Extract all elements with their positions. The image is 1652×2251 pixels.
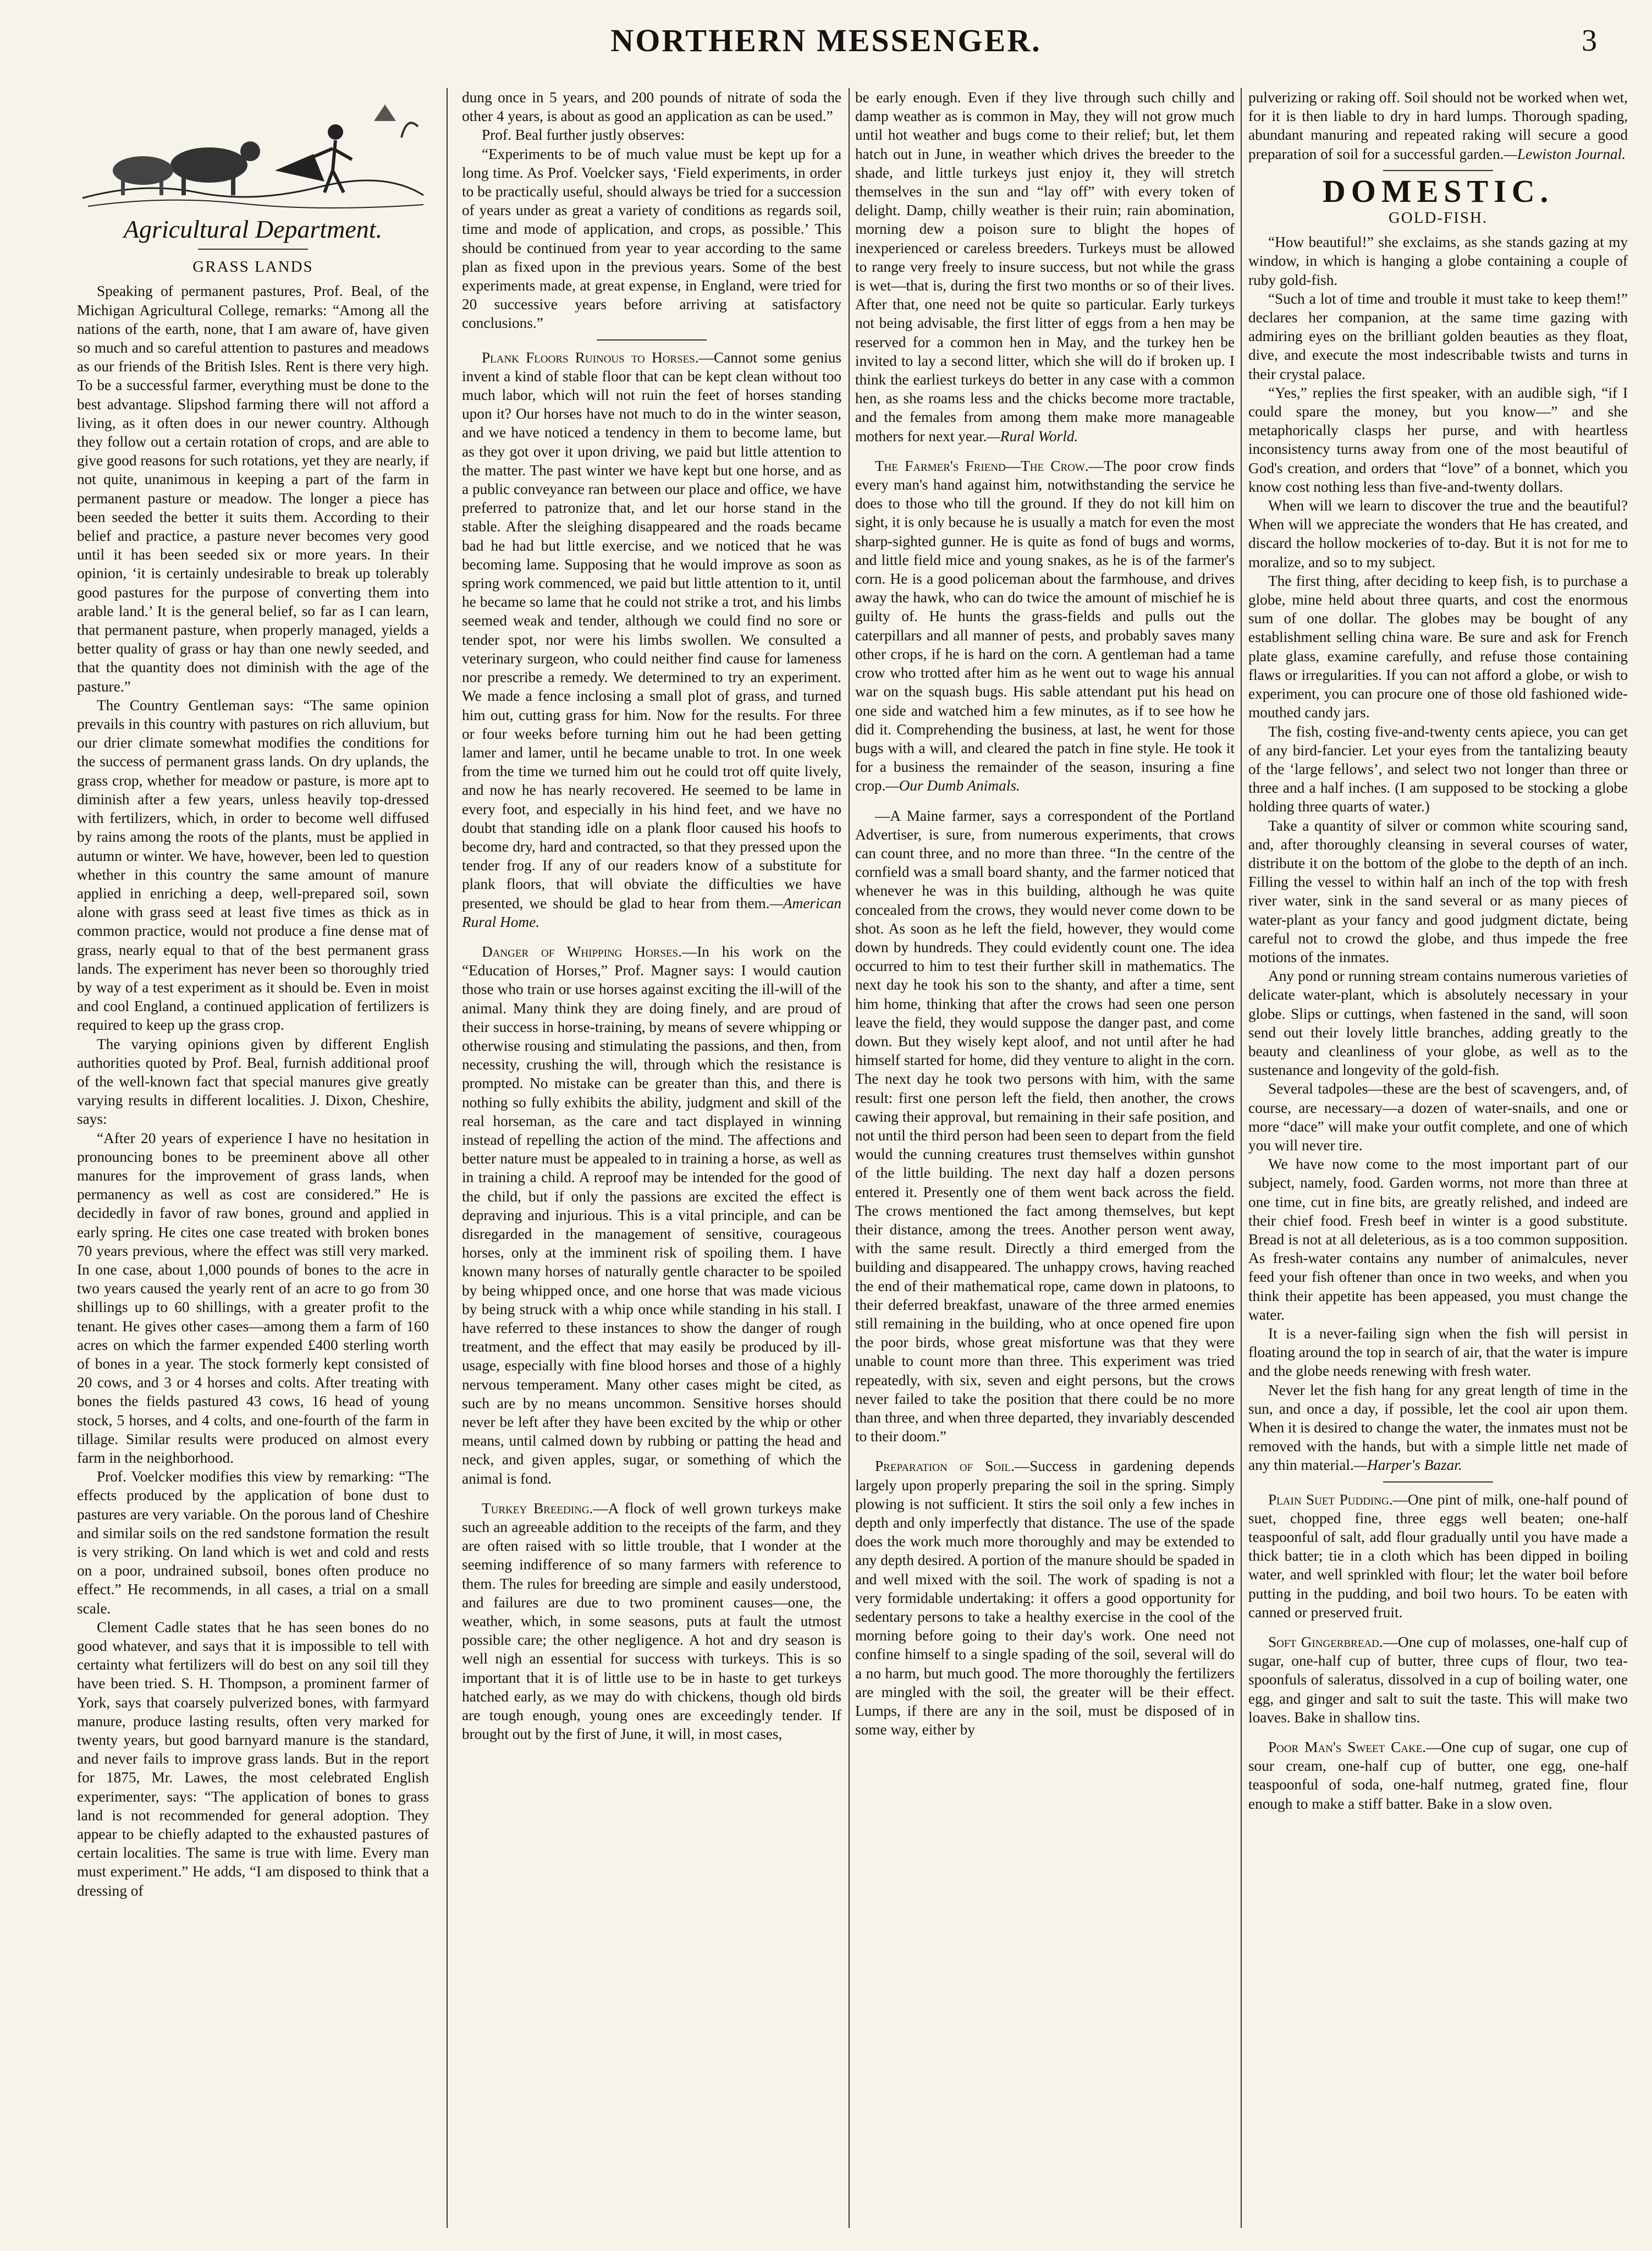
article-title: Preparation of Soil.	[875, 1458, 1015, 1475]
divider	[597, 339, 707, 341]
article-body: —Cannot some genius invent a kind of stable floor that can be kept clean without too much labor, which will not ruin the feet of horses standing upon it? Our horses have not much to do in the winter season, and we have noticed a tendency in them to become lame, but as they got over it upon driving, we paid but little attention to the matter. The past winter we have kept but one horse, and as a public conveyance ran between our place and office, we have preferred to patronize that, and let our horse stand in the stable. After the sleighing disappeared and the roads became bad he had but little exercise, and we noticed that he was becoming lame. Supposing that he would improve as soon as spring work commenced, we paid but little attention to it, until he became so lame that he could not strike a trot, and his limbs seemed weak and tender, although we could find no sore or tender spot, nor were his limbs swollen. We consulted a veterinary surgeon, who could neither find cause for lameness nor prescribe a remedy. We determined to try an experiment. We made a fence inclosing a small plot of grass, and turned him out, cutting grass for him. Now for the results. For three or four weeks before turning him out he had been getting lamer and lamer, until he became unable to trot. In one week from the time we turned him out he could trot off quite lively, and now he has nearly recovered. He seemed to be lame in every foot, and especially in his hind feet, and we have no doubt that standing idle on a plank floor caused his hoofs to become dry, hard and contracted, so that they pressed upon the tender frog. If any of our readers know of a substitute for plank floors, that will obviate the difficulties we have presented, we should be glad to hear from them.	[462, 349, 841, 912]
article-paragraph	[1248, 1381, 1628, 1475]
recipe-suet-pudding	[1248, 1490, 1628, 1622]
article-paragraph: The first thing, after deciding to keep fish, is to purchase a globe, mine held about three quarts, and cost the enormous sum of one dollar. The globes may be bought of any establishment selling china ware. Be sure and ask for French plate glass, examine carefully, and refuse those containing flaws or irregularities. If you can not afford a globe, or wish to experiment, you can procure one of those old fashioned wide-mouthed candy jars.	[1248, 572, 1628, 721]
article-maine-farmer: —A Maine farmer, says a correspondent of the Portland Advertiser, is sure, from numerous experiments, that crows can count three, and no more than three. “In the centre of the cornfield was a small board shanty, and the farmer noticed that whenever he was in this building, although he was quite concealed from the crows, they would never come down to be shot. As soon as he left the field, however, they would come down by hundreds. They could evidently count one. The idea occurred to him to test their further skill in mathematics. The next day he took his son to the shanty, and after a time, sent him home, thinking that after the crows had seen one person leave the field, they would suppose the danger past, and come down. But they wisely kept aloof, and not until after he had himself started for home, did they venture to alight in the corn. The next day he took two persons with him, with the same result: first one person left the field, then another, the crows cawing their approval, but remaining in their safe position, and not until the third person had been seen to depart from the field would the cunning creatures trust themselves within gunshot of the little building. The next day half a dozen persons entered it. Presently one of them went back across the field. The crows mentioned the fact among themselves, but kept their distance, among the trees. Another person went away, with the same result. Directly a third emerged from the building and disappeared. The unhappy crows, having reached the end of their mathematical rope, came down in platoons, to their deferred breakfast, unaware of the three armed enemies still remaining in the building, who at once opened fire upon the poor birds, whose great misfortune was that they were unable to count more than three. This experiment was tried repeatedly, with six, seven and eight persons, but the crows never failed to take the position that there could be no more than three, and when three departed, they invariably descended to their doom.”	[855, 807, 1235, 1445]
article-paragraph	[1248, 88, 1628, 163]
column-2	[462, 88, 841, 2228]
recipe-body: —One pint of milk, one-half pound of suet, chopped fine, three eggs well beaten; one-half teaspoonful of salt, add flour gradually until you have made a thick batter; tie in a cloth which has been dipped in boiling water, and well sprinkled with flour; let the water boil before putting in the pudding, and boil two hours. To be eaten with canned or preserved fruit.	[1248, 1491, 1628, 1621]
divider	[1383, 1481, 1493, 1483]
article-paragraph: It is a never-failing sign when the fish will persist in floating around the top in search of air, that the water is impure and the globe needs renewing with fresh water.	[1248, 1325, 1628, 1380]
article-body: Never let the fish hang for any great length of time in the sun, and once a day, if possible, let the cool air upon them. When it is desired to change the water, the inmates must not be removed with the hands, but with a simple little net made of any thin material.	[1248, 1381, 1628, 1474]
article-paragraph: “After 20 years of experience I have no hesitation in pronouncing bones to be preeminent above all other manures for the improvement of grass lands, when permanency as well as cost are considered.” He is decidedly in favor of raw bones, ground and applied in early spring. He cites one case treated with broken bones 70 years previous, where the effect was still very marked. In one case, about 1,000 pounds of bones to the acre in two years caused the yearly rent of an acre to go from 30 shillings up to 60 shillings, with a greater profit to the tenant. He gives other cases—among them a farm of 160 acres on which the farmer expended £400 sterling worth of bones in a year. The stock formerly kept consisted of 20 cows, and 3 or 4 horses and colts. After treating with bones the fields pastured 43 cows, 16 head of young stock, 5 horses, and 4 colts, and one-fourth of the farm in tillage. Similar results were produced on almost every farm in the neighborhood.	[77, 1129, 429, 1466]
article-paragraph: “Yes,” replies the first speaker, with an audible sigh, “if I could spare the money, but you know—” and she metaphorically clasps her purse, and with heartless inconsistency turns away from one of the most beautiful of God's creation, and orders that “love” of a bonnet, which you know cost nothing less than five-and-twenty dollars.	[1248, 384, 1628, 495]
article-paragraph: The fish, costing five-and-twenty cents apiece, you can get of any bird-fancier. Let your eyes from the tantalizing beauty of the ‘large fellows’, and select two not longer than three or three and a half inches. (I am supposed to be stocking a globe holding three quarts of water.)	[1248, 723, 1628, 815]
article-crow	[855, 457, 1235, 795]
article-title: Turkey Breeding.	[482, 1500, 593, 1517]
article-title: The Farmer's Friend—The Crow.	[875, 457, 1089, 474]
article-body: —The poor crow finds every man's hand against him, notwithstanding the service he does to those who till the ground. If they do not kill him on sight, it is only because he is usually a match for even the most sharp-sighted gunner. He is quite as fond of bugs and worms, and little field mice and young snakes, as he is of the farmer's corn. He is a good policeman about the farmhouse, and drives away the hawk, who can do twice the amount of mischief he is guilty of. He hunts the grass-fields and pulls out the caterpillars and all manner of pests, and probably saves many other crops, if he is hard on the corn. A gentleman had a tame crow who trotted after him as he went out to wage his annual war on the squash bugs. His sable attendant put his head on one side and watched him a few minutes, as if to see how he did it. Comprehending the business, at last, he went for those bugs with a will, and cleared the patch in fine style. He took it for a business the remainder of the season, insuring a fine crop.	[855, 457, 1235, 794]
recipe-poor-mans-sweet-cake	[1248, 1738, 1628, 1813]
article-whipping-horses	[462, 942, 841, 1488]
department-title: Agricultural Department.	[123, 215, 383, 243]
page-number: 3	[1582, 24, 1597, 58]
article-paragraph: Speaking of permanent pastures, Prof. Beal, of the Michigan Agricultural College, remarks: “Among all the nations of the earth, none, that I am aware of, have given so much and so careful attention to pastures and meadows as our friends of the British Isles. Rent is there very high. To be a successful farmer, everything must be done to the best advantage. Slipshod farming there will not afford a living, as it often does in our newer country. Although they follow out a certain rotation of crops, and are able to give good reasons for such rotations, yet they are nearly, if not quite, unanimous in keeping a part of the farm in permanent pasture or meadow. The longer a piece has been seeded the better it suits them. According to their belief and practice, a pasture never becomes very good until it has been seeded six or more years. In their opinion, ‘it is certainly undesirable to break up tolerably good pastures for the purpose of converting them into arable land.’ It is the general belief, so far as I can learn, that permanent pasture, when properly managed, yields a better quality of grass or hay than one newly seeded, and that the quantity does not diminish with the age of the pasture.”	[77, 283, 429, 695]
farm-plowing-illustration	[77, 88, 429, 215]
article-paragraph: Take a quantity of silver or common white scouring sand, and, after thoroughly cleansing in several courses of water, distribute it on the bottom of the globe to the depth of an inch. Filling the vessel to within half an inch of the top with fresh river water, sink in the sand several or as many pieces of water-plant as your fancy and good judgment dictate, being careful not to crowd the globe, and thus impede the free motions of the inmates.	[1248, 817, 1628, 965]
article-paragraph: Prof. Voelcker modifies this view by remarking: “The effects produced by the application of bone dust to pastures are very variable. On the porous land of Cheshire and similar soils on the red sandstone formation the result is very striking. On land which is wet and cold and rests on a poor, undrained subsoil, bones often produce no effect.” He recommends, in all cases, a trial on a small scale.	[77, 1468, 429, 1617]
article-source: —Rural World.	[987, 427, 1078, 444]
column-1	[77, 88, 429, 2228]
article-source: —American Rural Home.	[462, 894, 841, 930]
column-rule	[1241, 88, 1242, 2228]
recipe-body: —One cup of molasses, one-half cup of sugar, one-half cup of butter, three cups of flour, two tea-spoonfuls of saleratus, dissolved in a cup of boiling water, one egg, and ginger and salt to suit the taste. This will make two loaves. Bake in shallow tins.	[1248, 1634, 1628, 1726]
recipe-title: Poor Man's Sweet Cake.	[1268, 1739, 1427, 1756]
article-paragraph: “How beautiful!” she exclaims, as she stands gazing at my window, in which is hanging a globe containing a couple of ruby gold-fish.	[1248, 234, 1628, 288]
article-title: Danger of Whipping Horses.	[482, 943, 682, 960]
article-title: Plank Floors Ruinous to Horses.	[482, 349, 699, 366]
recipe-title: Plain Suet Pudding.	[1268, 1491, 1393, 1508]
divider	[198, 249, 308, 250]
article-body: —In his work on the “Education of Horses,” Prof. Magner says: I would caution those who train or use horses against exciting the ill-will of the animal. Many think they are doing finely, and are proud of their success in horse-training, by means of severe whipping or otherwise rousing and stimulating the passions, and then, from necessity, crushing the will, through which the resistance is prompted. No mistake can be greater than this, and there is nothing so fully exhibits the ability, judgment and skill of the real horseman, as the care and tact displayed in winning instead of repelling the action of the mind. The affections and better nature must be appealed to in training a horse, as well as in training a child. A reproof may be intended for the good of the child, but if only the passions are excited the effect is depraving and injurious. This is a vital principle, and can be disregarded in the management of sensitive, courageous horses, only at the imminent risk of spoiling them. I have known many horses of naturally gentle character to be spoiled by being whipped once, and one horse that was made vicious by being struck with a whip once while standing in his stall. I have referred to these instances to show the danger of rough treatment, and the effect that may easily be produced by ill-usage, especially with fine blood horses and those of a highly nervous temperament. Many other cases might be cited, as such are by no means uncommon. Sensitive horses should never be left after they have been excited by the whip or other means, until calmed down by rubbing or patting the head and neck, and given apples, sugar, or something of which the animal is fond.	[462, 943, 841, 1487]
recipe-body: —One cup of sugar, one cup of sour cream, one-half cup of butter, one egg, one-half teaspoonful of soda, one-half nutmeg, grated fine, flour enough to make a stiff batter. Bake in a slow oven.	[1248, 1739, 1628, 1812]
section-heading-gold-fish: GOLD-FISH.	[1388, 209, 1488, 227]
column-rule	[849, 88, 850, 2228]
article-turkey-breeding	[462, 1499, 841, 1744]
column-4	[1248, 88, 1628, 2228]
article-paragraph: Prof. Beal further justly observes:	[482, 127, 685, 144]
article-body: pulverizing or raking off. Soil should not be worked when wet, for it is then liable to dry in hard lumps. Thorough spading, abundant manuring and repeated raking will secure a good preparation of soil for a successful garden.	[1248, 89, 1628, 162]
article-paragraph: The varying opinions given by different English authorities quoted by Prof. Beal, furnish additional proof of the well-known fact that special manures give greatly varying results in different localities. J. Dixon, Cheshire, says:	[77, 1035, 429, 1128]
article-source: —Our Dumb Animals.	[885, 777, 1020, 794]
article-paragraph: When will we learn to discover the true and the beautiful? When will we appreciate the wonders that He has created, and discard the hollow mockeries of to-day. But it is not for me to moralize, and so to my subject.	[1248, 497, 1628, 570]
article-paragraph: The Country Gentleman says: “The same opinion prevails in this country with pastures on rich alluvium, but our drier climate somewhat modifies the conditions for the success of permanent grass lands. On dry uplands, the grass crop, whether for meadow or pasture, is more apt to diminish after a few years, unless heavily top-dressed with fertilizers, which, in order to become well diffused by rains among the roots of the plants, must be applied in autumn or winter. We have, however, been led to question whether in this country the same amount of manure applied in enriching a deep, well-prepared soil, sown alone with grass seed at least five times as thick as in common practice, would not produce a fine dense mat of grass, nearly equal to that of the best permanent grass lands. The experiment has never been so thoroughly tried by way of a test experiment as it should be. Even in moist and cool England, a continued application of fertilizers is required to keep up the grass crop.	[77, 696, 429, 1034]
article-paragraph: Several tadpoles—these are the best of scavengers, and, of course, are necessary—a dozen of water-snails, and one or more “dace” will make your outfit complete, and one of which you will never tire.	[1248, 1080, 1628, 1154]
column-3	[855, 88, 1235, 2228]
article-paragraph: “Such a lot of time and trouble it must take to keep them!” declares her companion, at the same time gazing with admiring eyes on the brilliant golden beauties as they float, dive, and execute the most indescribable twists and turns in their crystal palace.	[1248, 290, 1628, 382]
domestic-title: DOMESTIC.	[1322, 173, 1554, 209]
article-source: —Harper's Bazar.	[1353, 1457, 1462, 1474]
article-paragraph: dung once in 5 years, and 200 pounds of nitrate of soda the other 4 years, is about as good an application as can be used.”	[462, 89, 841, 125]
article-paragraph	[855, 88, 1235, 446]
column-rule	[447, 88, 448, 2228]
article-paragraph: Clement Cadle states that he has seen bones do no good whatever, and says that it is impossible to tell with certainty what fertilizers will do best on any soil till they have been tried. S. H. Thompson, a prominent farmer of York, says that coarsely pulverized bones, with farmyard manure, produce lasting results, often very marked for twenty years, but good barnyard manure is the standard, and never fails to improve grass lands. But in the report for 1875, Mr. Lawes, the most celebrated English experimenter, says: “The application of bones to grass land is not recommended for general adoption. They appear to be chiefly adapted to the exhausted pastures of certain localities. The same is true with lime. Every man must experiment.” He adds, “I am disposed to think that a dressing of	[77, 1618, 429, 1899]
article-paragraph: We have now come to the most important part of our subject, namely, food. Garden worms, not more than three at one time, cut in fine bits, are greatly relished, and indeed are their chief food. Fresh beef in winter is a good substitute. Bread is not at all deleterious, as is a too common supposition. As fresh-water contains any number of animalcules, never feed your fish oftener than once in two weeks, and when you think their appetite has been appeased, you must change the water.	[1248, 1156, 1628, 1323]
section-heading-grass-lands: GRASS LANDS	[192, 258, 313, 276]
divider	[1383, 170, 1493, 171]
article-paragraph: Any pond or running stream contains numerous varieties of delicate water-plant, which is absolutely necessary in your globe. Slips or cuttings, when fastened in the sand, will soon send out their lovely little branches, adding greatly to the beauty and cleanliness of your globe, as well as to the sustenance and longevity of the gold-fish.	[1248, 968, 1628, 1079]
recipe-soft-gingerbread	[1248, 1633, 1628, 1727]
page-header	[0, 0, 1652, 83]
article-body: —A flock of well grown turkeys make such an agreeable addition to the receipts of the farm, and they are often raised with so little trouble, that I wonder at the seeming indifference of so many farmers with reference to them. The rules for breeding are simple and easily understood, and failures are due to two prominent causes—one, the weather, which, in some seasons, puts at fault the utmost possible care; the other negligence. A hot and dry season is well nigh an essential for success with turkeys. This is so important that it is of little use to be in haste to get turkeys hatched early, as we may do with chickens, though old birds are tough enough, young ones are exceedingly tender. If brought out by the first of June, it will, in most cases,	[462, 1500, 841, 1743]
recipe-title: Soft Gingerbread.	[1268, 1634, 1383, 1651]
masthead: NORTHERN MESSENGER.	[610, 23, 1042, 58]
article-paragraph: “Experiments to be of much value must be kept up for a long time. As Prof. Voelcker says, ‘Field experiments, in order to be practically useful, should always be tried for a succession of years under as great a variety of conditions as regards soil, time and mode of application, and crops, as possible.’ This should be continued from year to year according to the same plan as fixed upon in the previous years. Some of the best experiments made, at great expense, in England, were tried for 20 successive years before arriving at satisfactory conclusions.”	[462, 145, 841, 332]
article-source: —Lewiston Journal.	[1504, 145, 1626, 162]
article-plank-floors	[462, 348, 841, 931]
article-body: be early enough. Even if they live through such chilly and damp weather as is common in May, they will not grow much until hot weather and bugs come to their relief; but, let them hatch out in June, in weather which drives the breeder to the shade, and little turkeys just enjoy it, they will stretch themselves in the sun and “lay off” with every token of delight. Damp, chilly weather is their ruin; rain abomination, morning dew a poison sure to blight the hopes of inexperienced or careless breeders. Turkeys must be allowed to range very freely to insure success, but not while the grass is wet—that is, during the first two months or so of their lives. After that, one need not be quite so particular. Early turkeys not being advisable, the first litter of eggs from a hen may be reserved for a common hen in May, and the turkey hen be invited to lay a second litter, which she will do if broken up. I think the earliest turkeys do better in any case with a common hen, as she roams less and the chicks become more tractable, and the females from among them make more manageable mothers for next year.	[855, 89, 1235, 444]
article-preparation-of-soil	[855, 1457, 1235, 1739]
article-body: —Success in gardening depends largely upon properly preparing the soil in the spring. Simply plowing is not sufficient. It stirs the soil only a few inches in depth and only imperfectly that distance. The use of the spade does the work much more thoroughly and may be extended to any depth desired. A portion of the manure should be spaded in and well mixed with the soil. The work of spading is not a very formidable undertaking: it offers a good opportunity for sedentary persons to take a healthy exercise in the cool of the morning before going to their day's work. One need not confine himself to a single spading of the soil, several will do a no harm, but much good. The more thoroughly the fertilizers are mingled with the soil, the greater will be their effect. Lumps, if there are any in the soil, must be disposed of in some way, either by	[855, 1458, 1235, 1738]
